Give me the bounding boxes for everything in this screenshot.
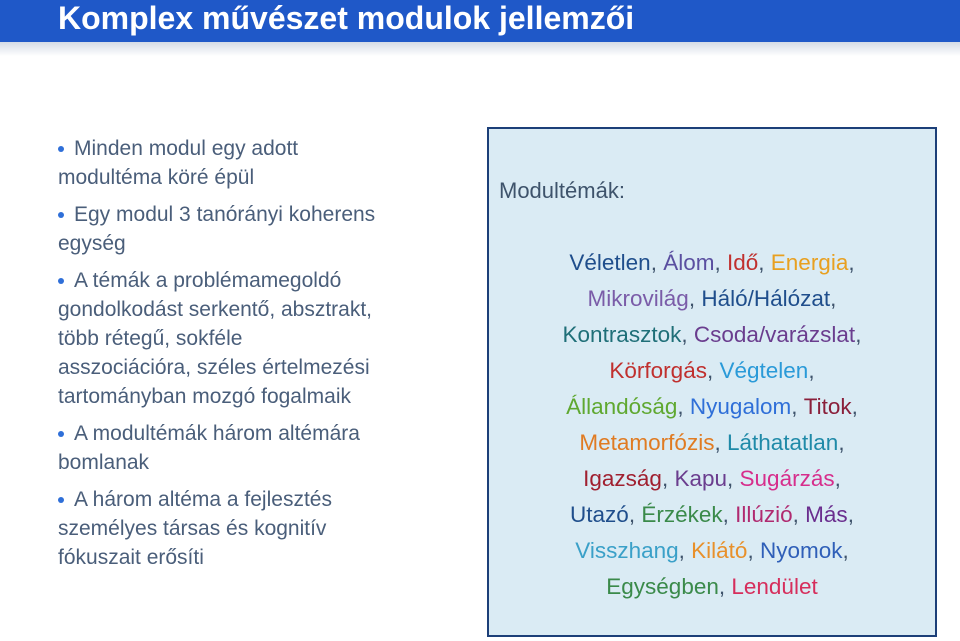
topic-label: Láthatatlan [726,430,839,455]
topic-separator: , [851,394,858,419]
bullet-line: gondolkodást serkentő, absztrakt, [58,298,373,321]
bullet-icon [58,278,64,284]
bullet-item [58,134,458,192]
topic-label: Nyugalom [689,394,792,419]
bullet-line: több rétegű, sokféle [58,327,243,350]
topic-label: Egységben [606,574,719,599]
bullet-line: egység [58,232,126,255]
bullet-line: modultéma köré épül [58,166,255,189]
topic-label: Állandóság [566,394,678,419]
topic-label: Végtelen [719,358,809,383]
topic-label: Álom [663,250,715,275]
topic-item [606,574,731,599]
topic-item [575,538,691,563]
topic-item [740,466,841,491]
topic-item [691,538,760,563]
topic-item [566,394,690,419]
topic-separator: , [650,250,664,275]
topic-label: Kilátó [691,538,748,563]
topic-separator: , [722,502,736,527]
bullet-icon [58,431,64,437]
topic-label: Más [805,502,848,527]
topic-item [701,286,836,311]
topic-separator: , [855,322,862,347]
topic-item [694,322,862,347]
topic-item [588,286,702,311]
topic-separator: , [830,286,837,311]
topic-separator: , [808,358,815,383]
topic-item [674,466,739,491]
topic-label: Igazság [583,466,662,491]
topic-label: Lendület [731,574,818,599]
topic-separator: , [681,322,694,347]
topic-separator: , [718,574,732,599]
bullet-icon [58,212,64,218]
module-topics-box [487,127,937,637]
topic-separator: , [706,358,720,383]
topic-label: Kapu [674,466,728,491]
topic-label: Háló/Hálózat [701,286,831,311]
topic-label: Csoda/varázslat [693,322,856,347]
topic-separator: , [628,502,642,527]
topic-separator: , [847,502,854,527]
topic-separator: , [747,538,760,563]
bullet-list [58,134,458,580]
topic-separator: , [791,394,804,419]
topic-item [727,250,771,275]
topic-separator: , [727,466,740,491]
topic-item [641,502,735,527]
topic-item [570,502,641,527]
topic-separator: , [678,538,692,563]
bullet-item [58,485,458,572]
bullet-item [58,266,458,411]
bullet-line: asszociációra, széles értelmezési [58,356,370,379]
topic-separator: , [848,250,855,275]
topic-item [569,250,663,275]
topic-label: Körforgás [609,358,707,383]
topic-item [735,502,805,527]
topic-label: Illúzió [735,502,793,527]
topic-item [731,574,817,599]
topic-separator: , [677,394,690,419]
bullet-line: tartományban mozgó fogalmaik [58,385,351,408]
topic-label: Nyomok [759,538,843,563]
topic-item [771,250,855,275]
topic-item [583,466,674,491]
bullet-line: A modultémák három altémára [74,422,360,445]
bullet-item [58,200,458,258]
topic-separator: , [838,430,845,455]
topic-item [663,250,727,275]
topics-heading: Modultémák: [499,178,625,203]
topic-separator: , [661,466,675,491]
topic-label: Mikrovilág [587,286,689,311]
topic-label: Idő [726,250,759,275]
topic-separator: , [758,250,771,275]
bullet-line: A három altéma a fejlesztés [74,488,332,511]
topic-item [719,358,814,383]
topic-item [760,538,849,563]
topic-label: Kontrasztok [562,322,682,347]
title-bar-shadow [0,42,960,56]
topic-item [690,394,804,419]
topic-separator: , [688,286,702,311]
bullet-icon [58,497,64,503]
topic-label: Érzékek [641,502,723,527]
bullet-line: bomlanak [58,451,150,474]
bullet-line: fókuszait erősíti [58,546,204,569]
topic-label: Visszhang [575,538,679,563]
slide-title: Komplex művészet modulok jellemzői [58,0,635,36]
topic-label: Sugárzás [739,466,835,491]
topic-item [805,502,854,527]
topic-item [804,394,858,419]
bullet-line: A témák a problémamegoldó [74,269,342,292]
topic-separator: , [834,466,841,491]
title-bar [0,0,960,42]
topic-label: Utazó [570,502,629,527]
topic-label: Metamorfózis [579,430,715,455]
topic-item [727,430,845,455]
topic-separator: , [714,250,727,275]
topic-label: Energia [770,250,849,275]
bullet-line: Minden modul egy adott [74,137,299,160]
topic-item [563,322,694,347]
bullet-line: személyes társas és kognitív [58,517,327,540]
topic-separator: , [842,538,849,563]
topics-list [489,245,935,605]
topic-label: Titok [803,394,852,419]
topic-item [579,430,727,455]
topic-separator: , [714,430,727,455]
topic-item [609,358,719,383]
bullet-line: Egy modul 3 tanórányi koherens [74,203,376,226]
bullet-icon [58,146,64,152]
bullet-item [58,419,458,477]
topic-label: Véletlen [569,250,651,275]
topic-separator: , [792,502,806,527]
